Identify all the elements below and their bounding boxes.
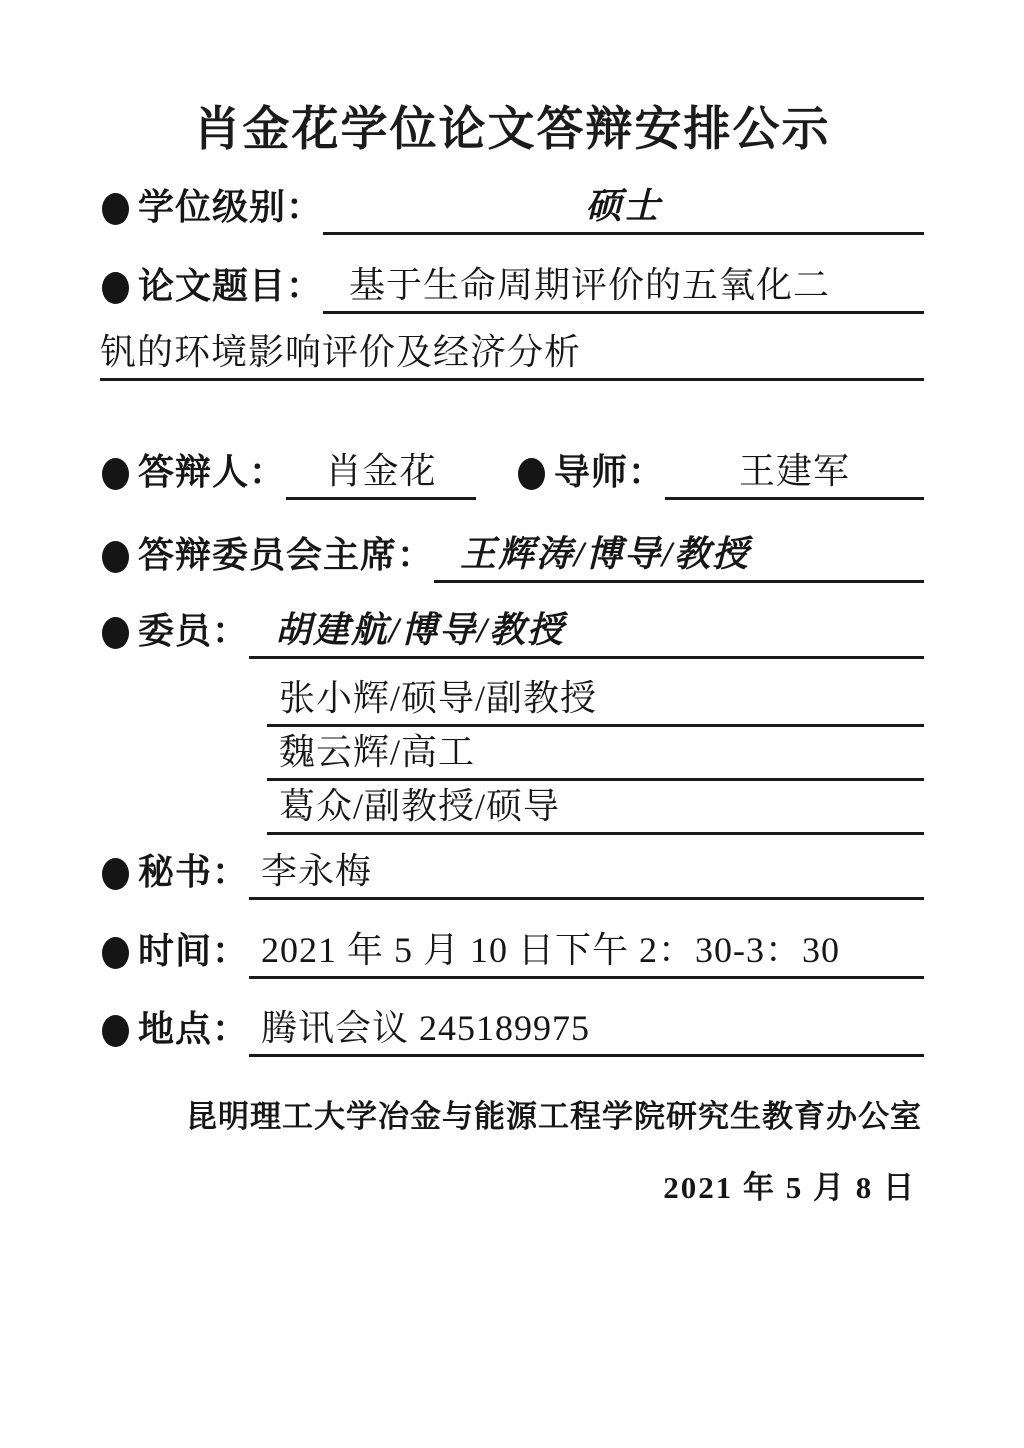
- committee-member-value: 葛众/副教授/硕导: [267, 782, 924, 835]
- page-title: 肖金花学位论文答辩安排公示: [193, 102, 831, 155]
- committee-member-row: [267, 674, 924, 727]
- bullet-icon: [102, 458, 129, 490]
- time-label: 时间：: [138, 931, 250, 971]
- location-label: 地点：: [138, 1009, 250, 1049]
- committee-chair-row: [100, 530, 924, 583]
- time-value: 2021 年 5 月 10 日下午 2：30-3：30: [249, 926, 924, 979]
- committee-member-value: 魏云辉/高工: [267, 728, 924, 781]
- location-value: 腾讯会议 245189975: [249, 1004, 924, 1057]
- degree-level-row: [100, 182, 924, 235]
- bullet-icon: [102, 1015, 129, 1047]
- issuing-office: 昆明理工大学冶金与能源工程学院研究生教育办公室: [186, 1099, 922, 1134]
- bullet-icon: [518, 458, 545, 490]
- degree-level-value: 硕士: [323, 182, 924, 235]
- degree-level-label: 学位级别：: [138, 187, 324, 227]
- thesis-title-row: [100, 261, 924, 314]
- thesis-title-continuation-row: [100, 328, 924, 381]
- bullet-icon: [102, 858, 129, 890]
- committee-chair-value: 王辉涛/博导/教授: [434, 530, 924, 583]
- secretary-row: [100, 847, 924, 900]
- secretary-label: 秘书：: [138, 852, 250, 892]
- location-row: [100, 1004, 924, 1057]
- bullet-icon: [102, 617, 129, 649]
- time-row: [100, 926, 924, 979]
- issue-date: 2021 年 5 月 8 日: [663, 1170, 916, 1205]
- committee-member-row: [267, 782, 924, 835]
- committee-member-row: [267, 728, 924, 781]
- thesis-title-label: 论文题目：: [138, 266, 324, 306]
- defender-value: 肖金花: [286, 447, 476, 500]
- committee-member-row: [100, 606, 924, 659]
- bullet-icon: [102, 272, 129, 304]
- bullet-icon: [102, 541, 129, 573]
- committee-member-value: 张小辉/硕导/副教授: [267, 674, 924, 727]
- thesis-title-value-line1: 基于生命周期评价的五氧化二: [323, 261, 924, 314]
- thesis-title-value-line2: 钒的环境影响评价及经济分析: [100, 328, 924, 381]
- bullet-icon: [102, 937, 129, 969]
- bullet-icon: [102, 193, 129, 225]
- secretary-value: 李永梅: [249, 847, 924, 900]
- defender-label: 答辩人：: [138, 452, 287, 492]
- advisor-value: 王建军: [665, 447, 924, 500]
- advisor-label: 导师：: [554, 452, 666, 492]
- committee-members-label: 委员：: [138, 611, 250, 651]
- committee-member-value: 胡建航/博导/教授: [249, 606, 924, 659]
- defender-advisor-row: [100, 447, 924, 500]
- committee-chair-label: 答辩委员会主席：: [138, 535, 435, 575]
